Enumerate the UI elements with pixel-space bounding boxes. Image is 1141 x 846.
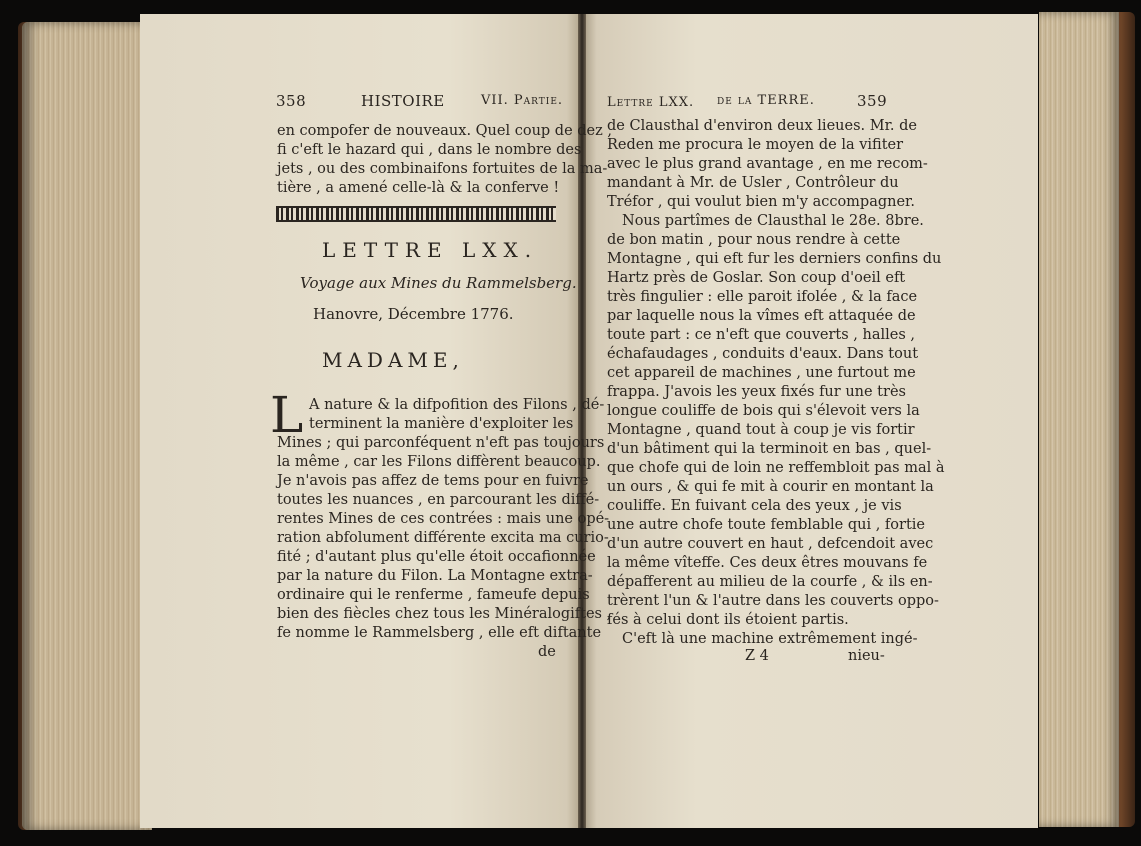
text-line: de bon matin , pour nous rendre à cette	[607, 232, 901, 248]
left-page-number: 358	[276, 92, 307, 110]
text-line: rentes Mines de ces contrées : mais une opé-	[277, 511, 610, 527]
drop-cap: L	[270, 386, 304, 444]
text-line: longue couliffe de bois qui s'élevoit vers la	[607, 403, 920, 419]
left-page-block-edge	[22, 22, 152, 830]
text-line: trèrent l'un & l'autre dans les couverts oppo-	[607, 593, 939, 609]
text-line: jets , ou des combinaifons fortuites de la ma-	[277, 161, 608, 177]
text-line: cet appareil de machines , une furtout me	[607, 365, 916, 381]
text-line: ordinaire qui le renferme , fameufe depuis	[277, 587, 590, 603]
left-running-head	[276, 92, 564, 110]
text-line: dépafferent au milieu de la courfe , & ils en-	[607, 574, 933, 590]
text-line: toutes les nuances , en parcourant les diffé-	[277, 492, 600, 508]
text-line: mandant à Mr. de Usler , Contrôleur du	[607, 175, 899, 191]
text-line: Montagne , quand tout à coup je vis fortir	[607, 422, 915, 438]
text-line: très fingulier : elle paroit ifolée , & la face	[607, 289, 918, 305]
text-line: tière , a amené celle-là & la conferve !	[277, 180, 560, 196]
text-line: fés à celui dont ils étoient partis.	[607, 612, 849, 628]
left-catchword: de	[538, 644, 556, 660]
text-line: ration abfolument différente excita ma curio-	[277, 530, 609, 546]
text-line: fe nomme le Rammelsberg , elle eft diftante	[277, 625, 602, 641]
text-line: Reden me procura le moyen de la vifiter	[607, 137, 904, 153]
letter-subtitle: Voyage aux Mines du Rammelsberg.	[300, 274, 577, 292]
salutation: MADAME,	[322, 348, 464, 372]
ornamental-rule	[276, 206, 556, 222]
text-line: la même , car les Filons diffèrent beaucoup.	[277, 454, 601, 470]
running-letter: Lettre LXX.	[607, 95, 695, 110]
running-title: HISTOIRE	[361, 92, 445, 110]
text-line: fi c'eft le hazard qui , dans le nombre des	[277, 142, 582, 158]
text-line: de Clausthal d'environ deux lieues. Mr. de	[607, 118, 918, 134]
text-line: échafaudages , conduits d'eaux. Dans tout	[607, 346, 919, 362]
text-line: toute part : ce n'eft que couverts , halles ,	[607, 327, 916, 343]
text-line: A nature & la difpofition des Filons , dé-	[309, 397, 605, 413]
text-line: Montagne , qui eft fur les derniers confins du	[607, 251, 942, 267]
running-part: VII. Partie.	[481, 93, 564, 108]
right-running-head	[607, 92, 889, 112]
right-catchword: nieu-	[848, 648, 885, 664]
letter-dateline: Hanovre, Décembre 1776.	[313, 305, 514, 323]
text-line: Hartz près de Goslar. Son coup d'oeil eft	[607, 270, 906, 286]
text-line: la même vîteffe. Ces deux êtres mouvans fe	[607, 555, 928, 571]
text-line: frappa. J'avois les yeux fixés fur une très	[607, 384, 906, 400]
text-line: en compofer de nouveaux. Quel coup de dez ,	[277, 123, 612, 139]
text-line: un ours , & qui fe mit à courir en montant la	[607, 479, 934, 495]
text-line: Je n'avois pas affez de tems pour en fuivre	[277, 473, 589, 489]
text-line: Mines ; qui parconféquent n'eft pas toujours	[277, 435, 605, 451]
text-line: bien des fiècles chez tous les Minéralogiftes ,	[277, 606, 612, 622]
text-line: avec le plus grand avantage , en me recom-	[607, 156, 928, 172]
text-line: d'un autre couvert en haut , defcendoit avec	[607, 536, 934, 552]
text-line: que chofe qui de loin ne reffembloit pas mal à	[607, 460, 945, 476]
running-subject: de la TERRE.	[717, 93, 815, 108]
text-line: une autre chofe toute femblable qui , fortie	[607, 517, 925, 533]
right-page-number: 359	[857, 92, 888, 110]
text-line: Nous partîmes de Clausthal le 28e. 8bre.	[622, 213, 924, 229]
text-line: couliffe. En fuivant cela des yeux , je vis	[607, 498, 902, 514]
text-line: terminent la manière d'exploiter les	[309, 416, 574, 432]
signature-mark: Z 4	[745, 648, 769, 664]
text-line: C'eft là une machine extrêmement ingé-	[622, 631, 918, 647]
text-line: Tréfor , qui voulut bien m'y accompagner.	[607, 194, 916, 210]
text-line: fité ; d'autant plus qu'elle étoit occafionnée	[277, 549, 596, 565]
letter-heading: LETTRE LXX.	[322, 238, 539, 262]
text-line: par la nature du Filon. La Montagne extra-	[277, 568, 593, 584]
text-line: par laquelle nous la vîmes eft attaquée de	[607, 308, 916, 324]
text-line: d'un bâtiment qui la terminoit en bas , quel-	[607, 441, 932, 457]
right-page-block-edge	[1039, 12, 1119, 827]
